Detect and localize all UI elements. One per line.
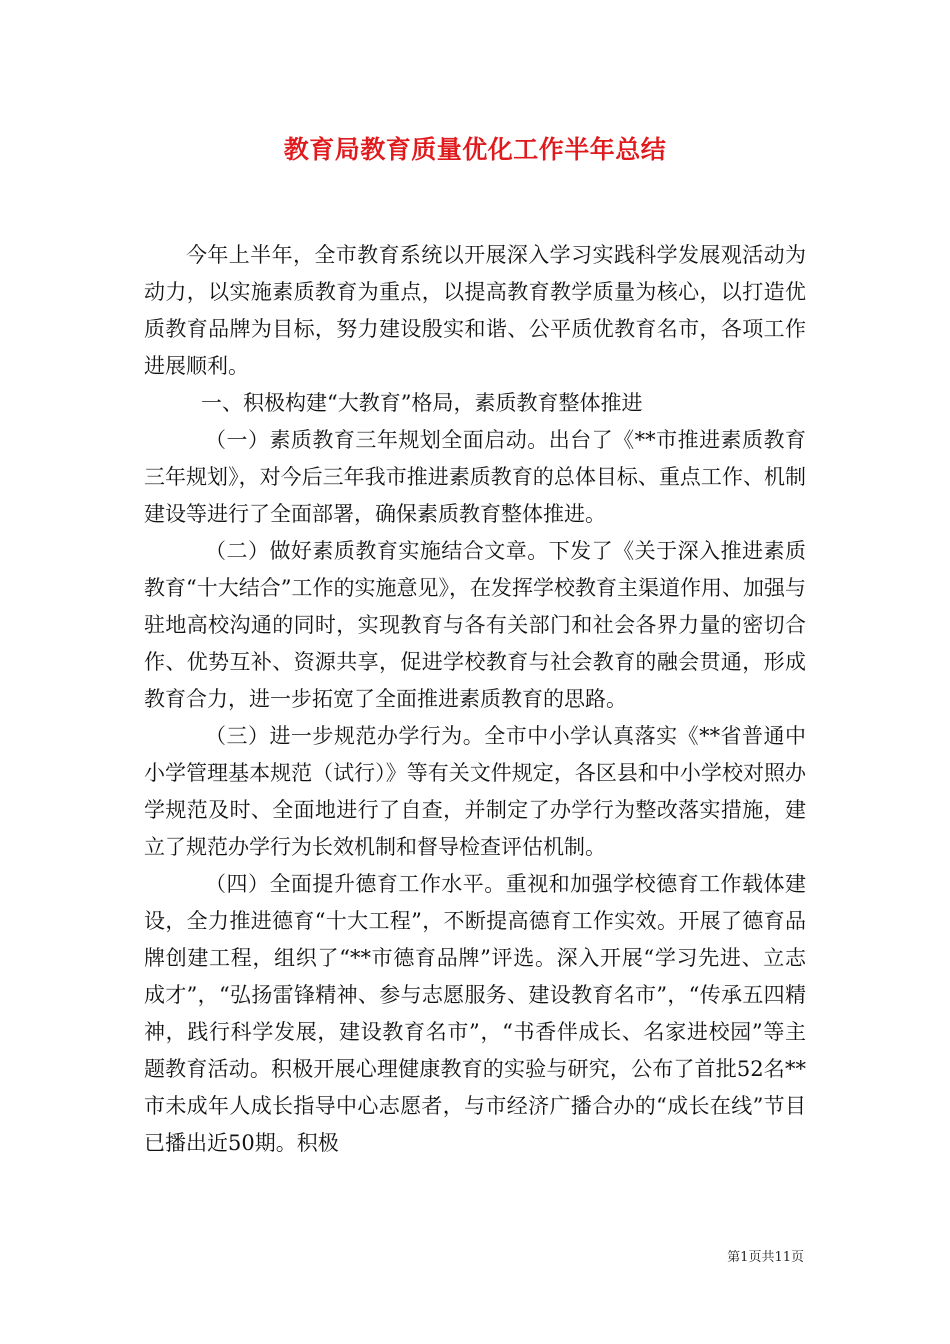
section-heading-1: 一、积极构建“大教育”格局，素质教育整体推进 [201, 391, 643, 415]
paragraph-item-1: （一）素质教育三年规划全面启动。出台了《**市推进素质教育三年规划》，对今后三年我市推进素质教育的总体目标、重点工作、机制建设等进行了全面部署，确保素质教育整体推进。 [144, 428, 806, 526]
document-title: 教育局教育质量优化工作半年总结 [283, 135, 667, 164]
page-number-footer: 第1页共11页 [727, 1250, 804, 1265]
paragraph-item-4: （四）全面提升德育工作水平。重视和加强学校德育工作载体建设，全力推进德育“十大工程”，不断提高德育工作实效。开展了德育品牌创建工程，组织了“**市德育品牌”评选。深入开展“学习先进、立志成才”，“弘扬雷锋精神、参与志愿服务、建设教育名市”，“传承五四精神，践行科学发展，建设教育名市”，“书香伴成长、名家进校园”等主题教育活动。积极开展心理健康教育的实验与研究，公布了首批52名**市未成年人成长指导中心志愿者，与市经济广播合办的“成长在线”节目已播出近50期。积极 [144, 872, 806, 1155]
document-body [144, 237, 806, 1162]
paragraph-item-2: （二）做好素质教育实施结合文章。下发了《关于深入推进素质教育“十大结合”工作的实施意见》，在发挥学校教育主渠道作用、加强与驻地高校沟通的同时，实现教育与各有关部门和社会各界力量的密切合作、优势互补、资源共享，促进学校教育与社会教育的融会贯通，形成教育合力，进一步拓宽了全面推进素质教育的思路。 [144, 539, 806, 711]
paragraph-item-3: （三）进一步规范办学行为。全市中小学认真落实《**省普通中小学管理基本规范（试行）》等有关文件规定，各区县和中小学校对照办学规范及时、全面地进行了自查，并制定了办学行为整改落实措施，建立了规范办学行为长效机制和督导检查评估机制。 [144, 724, 806, 859]
paragraph-intro: 今年上半年，全市教育系统以开展深入学习实践科学发展观活动为动力，以实施素质教育为重点，以提高教育教学质量为核心，以打造优质教育品牌为目标，努力建设殷实和谐、公平质优教育名市，各项工作进展顺利。 [144, 243, 806, 378]
